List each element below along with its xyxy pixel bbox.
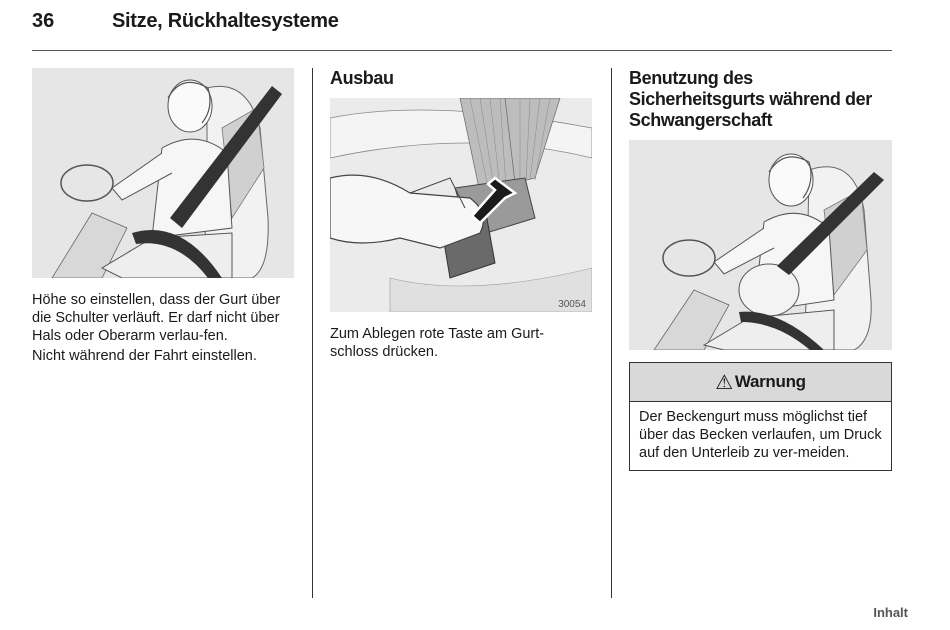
chapter-title: Sitze, Rückhaltesysteme	[112, 10, 339, 32]
seatbelt-shoulder-illustration	[32, 68, 294, 278]
column-removal	[330, 68, 592, 361]
warning-title: Warnung	[734, 372, 806, 391]
header-divider	[32, 50, 892, 51]
page-header	[32, 8, 892, 52]
column-divider	[312, 68, 313, 598]
warning-header	[630, 363, 891, 402]
page-number: 36	[32, 10, 55, 32]
column-pregnancy	[629, 68, 892, 471]
figure-number: 30054	[558, 299, 586, 310]
section-heading: Ausbau	[330, 68, 394, 88]
paragraph: Nicht während der Fahrt einstellen.	[32, 348, 257, 364]
column-belt-adjustment	[32, 68, 294, 365]
pregnancy-seatbelt-illustration	[629, 140, 892, 350]
paragraph: Zum Ablegen rote Taste am Gurt-schloss drücken.	[330, 326, 545, 360]
paragraph: Höhe so einstellen, dass der Gurt über die Schulter verläuft. Er darf nicht über Hals oder Oberarm verlau-fen.	[32, 292, 281, 344]
contents-link[interactable]: Inhalt	[873, 605, 908, 620]
warning-box	[629, 362, 892, 471]
section-heading: Benutzung des Sicherheitsgurts während der Schwangerschaft	[629, 68, 872, 130]
buckle-release-illustration	[330, 98, 592, 312]
warning-text: Der Beckengurt muss möglichst tief über das Becken verlaufen, um Druck auf den Unterleib zu ver-meiden.	[639, 409, 882, 461]
column-divider	[611, 68, 612, 598]
warning-triangle-icon: ⚠	[715, 371, 733, 394]
